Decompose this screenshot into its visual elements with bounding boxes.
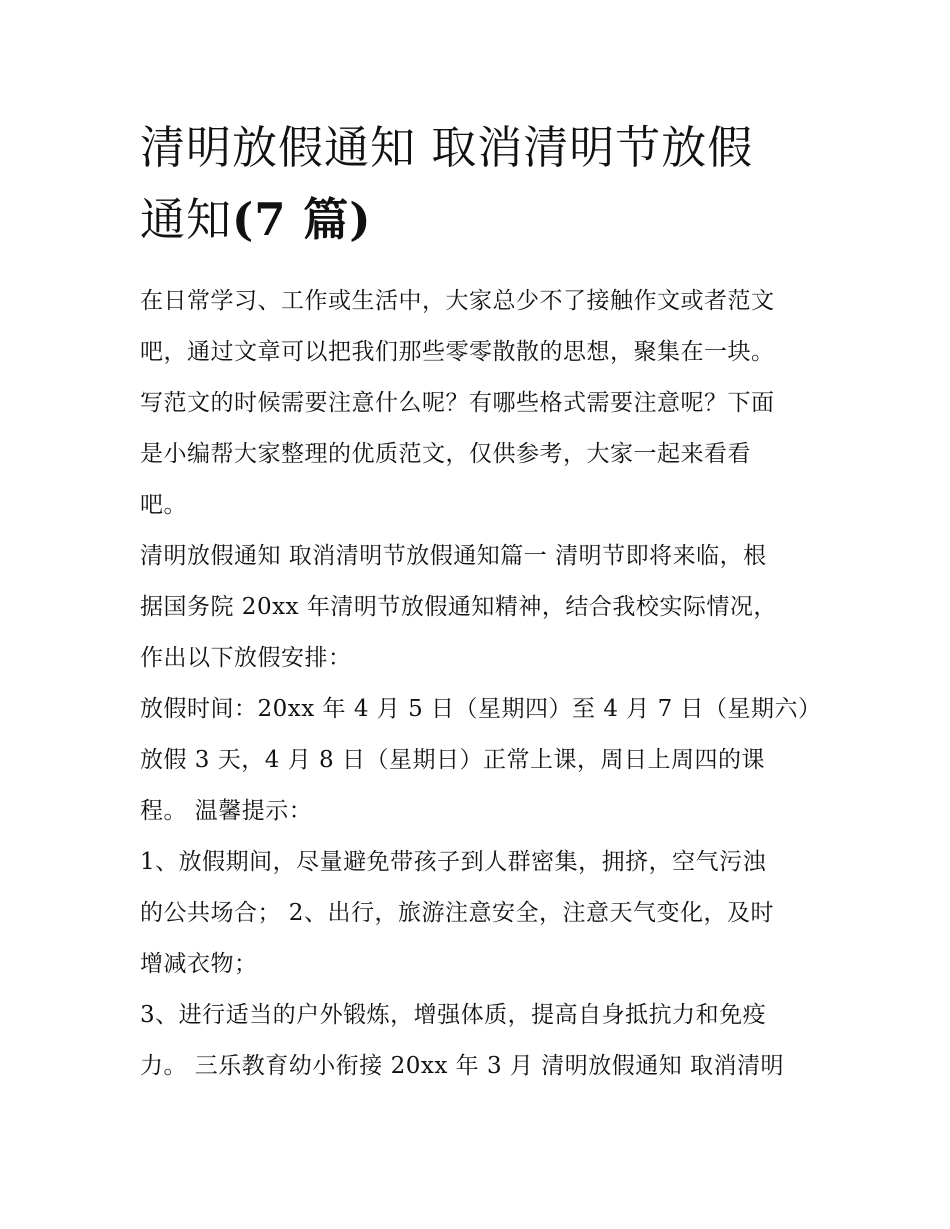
paragraph-line: 放假时间：20xx 年 4 月 5 日（星期四）至 4 月 7 日（星期六） xyxy=(140,696,822,722)
paragraph-line: 作出以下放假安排： xyxy=(140,645,352,671)
paragraph-line: 的公共场合； 2、出行，旅游注意安全，注意天气变化，及时 xyxy=(140,900,774,926)
document-page xyxy=(140,112,820,1092)
holiday-time-paragraph xyxy=(140,684,820,837)
title-line-2-text: 通知 xyxy=(140,193,233,246)
paragraph-line: 增减衣物； xyxy=(140,951,258,977)
paragraph-line: 1、放假期间，尽量避免带孩子到人群密集，拥挤，空气污浊 xyxy=(140,849,767,875)
paragraph-line: 3、进行适当的户外锻炼，增强体质，提高自身抵抗力和免疫 xyxy=(140,1002,767,1028)
intro-paragraph xyxy=(140,276,820,531)
document-title xyxy=(140,112,820,256)
paragraph-line: 放假 3 天，4 月 8 日（星期日）正常上课，周日上周四的课 xyxy=(140,747,765,773)
paragraph-line: 在日常学习、工作或生活中，大家总少不了接触作文或者范文 xyxy=(140,288,775,314)
paragraph-line: 吧。 xyxy=(140,492,187,518)
paragraph-line: 写范文的时候需要注意什么呢？有哪些格式需要注意呢？下面 xyxy=(140,390,775,416)
notice-intro-paragraph xyxy=(140,531,820,684)
paragraph-line: 程。 温馨提示： xyxy=(140,798,313,824)
paragraph-line: 是小编帮大家整理的优质范文，仅供参考，大家一起来看看 xyxy=(140,441,751,467)
tips-paragraph-2 xyxy=(140,990,820,1092)
paragraph-line: 力。 三乐教育幼小衔接 20xx 年 3 月 清明放假通知 取消清明 xyxy=(140,1053,785,1079)
title-line-1: 清明放假通知 取消清明节放假 xyxy=(140,121,754,174)
paragraph-line: 清明放假通知 取消清明节放假通知篇一 清明节即将来临，根 xyxy=(140,543,767,569)
title-count: (7 篇) xyxy=(232,193,372,246)
tips-paragraph-1 xyxy=(140,837,820,990)
paragraph-line: 吧，通过文章可以把我们那些零零散散的思想，聚集在一块。 xyxy=(140,339,775,365)
title-line-2 xyxy=(140,184,820,256)
paragraph-line: 据国务院 20xx 年清明节放假通知精神，结合我校实际情况， xyxy=(140,594,777,620)
